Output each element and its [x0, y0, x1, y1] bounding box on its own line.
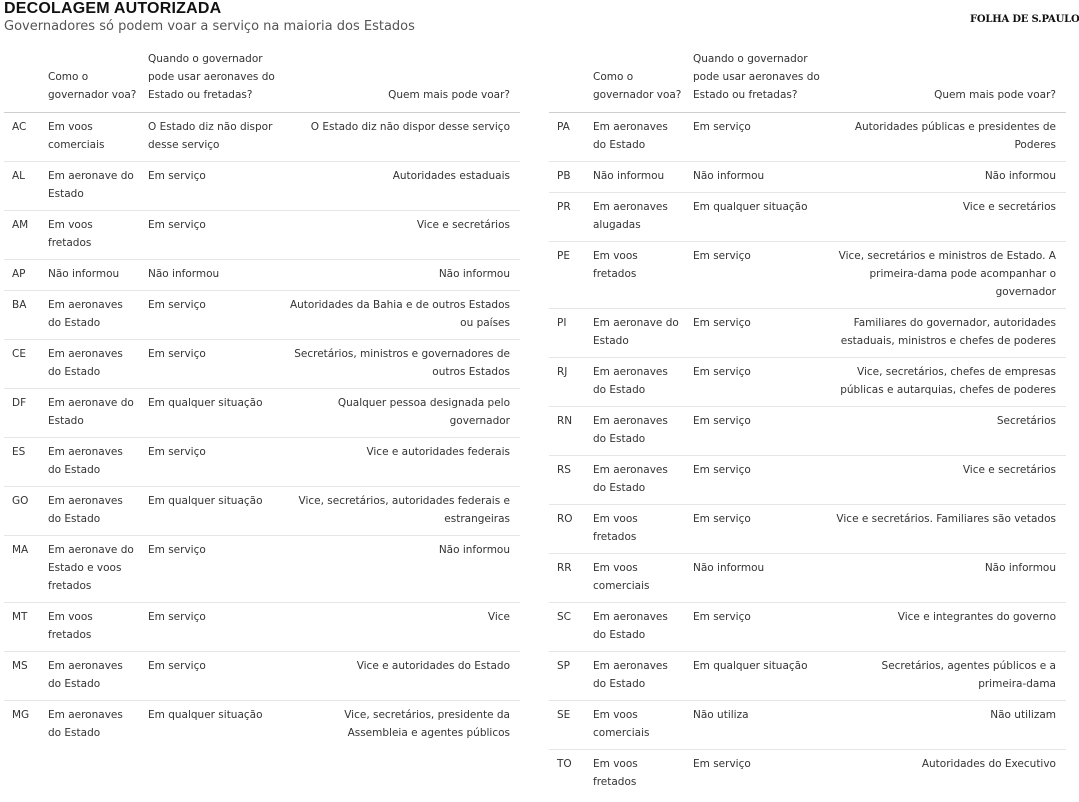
how-cell: Em aeronaves do Estado — [48, 487, 148, 536]
how-cell: Em aeronaves do Estado — [48, 652, 148, 701]
when-cell: Em qualquer situação — [148, 701, 288, 750]
table-row — [4, 340, 520, 389]
state-code: BA — [4, 291, 48, 340]
column-header-uf — [4, 50, 48, 113]
when-cell: O Estado diz não dispor desse serviço — [148, 113, 288, 162]
state-code: MA — [4, 536, 48, 603]
column-header-who: Quem mais pode voar? — [934, 89, 1056, 101]
state-code: CE — [4, 340, 48, 389]
table-header-row — [549, 50, 1066, 113]
state-code: AL — [4, 162, 48, 211]
who-cell: Não informou — [833, 162, 1066, 193]
table-row — [4, 701, 520, 750]
states-table-right — [549, 50, 1066, 798]
state-code: PA — [549, 113, 593, 162]
how-cell: Em voos fretados — [593, 750, 693, 799]
when-cell: Em serviço — [148, 536, 288, 603]
table-header-row — [4, 50, 520, 113]
state-code: PE — [549, 242, 593, 309]
column-header-when: Quando o governador pode usar aeronaves do Estado ou fretadas? — [148, 53, 275, 101]
table-row — [549, 456, 1066, 505]
column-header-how: Como o governador voa? — [593, 71, 682, 101]
table-row — [4, 211, 520, 260]
how-cell: Em aeronaves do Estado — [48, 291, 148, 340]
when-cell: Não informou — [148, 260, 288, 291]
state-code: AM — [4, 211, 48, 260]
table-row — [549, 193, 1066, 242]
when-cell: Em serviço — [148, 438, 288, 487]
who-cell: Não informou — [288, 260, 520, 291]
how-cell: Em aeronaves do Estado — [593, 603, 693, 652]
who-cell: Vice e integrantes do governo — [833, 603, 1066, 652]
table-row — [549, 554, 1066, 603]
when-cell: Em qualquer situação — [148, 389, 288, 438]
how-cell: Não informou — [48, 260, 148, 291]
who-cell: Autoridades estaduais — [288, 162, 520, 211]
who-cell: Vice e secretários — [833, 456, 1066, 505]
state-code: TO — [549, 750, 593, 799]
table-row — [4, 162, 520, 211]
who-cell: Vice, secretários, autoridades federais e estrangeiras — [288, 487, 520, 536]
how-cell: Em aeronave do Estado — [48, 162, 148, 211]
when-cell: Em serviço — [148, 291, 288, 340]
table-row — [549, 701, 1066, 750]
table-row — [549, 358, 1066, 407]
table-row — [4, 291, 520, 340]
table-row — [549, 242, 1066, 309]
page-subtitle: Governadores só podem voar a serviço na maioria dos Estados — [4, 19, 415, 34]
how-cell: Em voos comerciais — [593, 701, 693, 750]
column-header-when: Quando o governador pode usar aeronaves do Estado ou fretadas? — [693, 53, 820, 101]
how-cell: Em aeronave do Estado — [48, 389, 148, 438]
when-cell: Em serviço — [693, 113, 833, 162]
when-cell: Em serviço — [148, 162, 288, 211]
table-row — [549, 505, 1066, 554]
who-cell: Autoridades da Bahia e de outros Estados ou países — [288, 291, 520, 340]
how-cell: Em aeronaves do Estado — [48, 340, 148, 389]
when-cell: Em serviço — [693, 407, 833, 456]
who-cell: Vice — [288, 603, 520, 652]
state-code: GO — [4, 487, 48, 536]
table-row — [4, 438, 520, 487]
who-cell: Não informou — [833, 554, 1066, 603]
table-row — [4, 487, 520, 536]
column-header-uf — [549, 50, 593, 113]
who-cell: Secretários — [833, 407, 1066, 456]
table-row — [549, 750, 1066, 799]
when-cell: Em serviço — [148, 603, 288, 652]
table-row — [549, 603, 1066, 652]
state-code: DF — [4, 389, 48, 438]
state-code: PI — [549, 309, 593, 358]
column-header-how: Como o governador voa? — [48, 71, 137, 101]
state-code: MT — [4, 603, 48, 652]
who-cell: Vice e autoridades federais — [288, 438, 520, 487]
column-header-who: Quem mais pode voar? — [388, 89, 510, 101]
when-cell: Não informou — [693, 162, 833, 193]
how-cell: Em voos fretados — [593, 242, 693, 309]
how-cell: Em voos comerciais — [48, 113, 148, 162]
table-row — [4, 652, 520, 701]
how-cell: Em aeronaves alugadas — [593, 193, 693, 242]
how-cell: Não informou — [593, 162, 693, 193]
table-row — [4, 113, 520, 162]
state-code: PB — [549, 162, 593, 193]
when-cell: Em serviço — [693, 603, 833, 652]
how-cell: Em aeronaves do Estado — [48, 438, 148, 487]
publisher-logo: FOLHA DE S.PAULO — [970, 14, 1079, 25]
when-cell: Em serviço — [693, 505, 833, 554]
state-code: SP — [549, 652, 593, 701]
table-row — [549, 407, 1066, 456]
how-cell: Em voos fretados — [593, 505, 693, 554]
who-cell: Não utilizam — [833, 701, 1066, 750]
when-cell: Em serviço — [693, 456, 833, 505]
who-cell: Vice e secretários — [288, 211, 520, 260]
state-code: RS — [549, 456, 593, 505]
how-cell: Em aeronaves do Estado — [593, 456, 693, 505]
table-row — [4, 603, 520, 652]
state-code: RJ — [549, 358, 593, 407]
who-cell: Qualquer pessoa designada pelo governador — [288, 389, 520, 438]
who-cell: Vice e autoridades do Estado — [288, 652, 520, 701]
state-code: RO — [549, 505, 593, 554]
table-row — [4, 260, 520, 291]
who-cell: Secretários, ministros e governadores de outros Estados — [288, 340, 520, 389]
how-cell: Em voos comerciais — [593, 554, 693, 603]
who-cell: Vice, secretários e ministros de Estado. A primeira-dama pode acompanhar o governador — [833, 242, 1066, 309]
who-cell: Não informou — [288, 536, 520, 603]
state-code: AC — [4, 113, 48, 162]
state-code: AP — [4, 260, 48, 291]
when-cell: Em qualquer situação — [693, 193, 833, 242]
who-cell: Familiares do governador, autoridades estaduais, ministros e chefes de poderes — [833, 309, 1066, 358]
how-cell: Em aeronaves do Estado — [593, 113, 693, 162]
how-cell: Em aeronaves do Estado — [593, 407, 693, 456]
table-row — [4, 536, 520, 603]
who-cell: Autoridades do Executivo — [833, 750, 1066, 799]
how-cell: Em aeronaves do Estado — [593, 358, 693, 407]
who-cell: O Estado diz não dispor desse serviço — [288, 113, 520, 162]
how-cell: Em aeronave do Estado e voos fretados — [48, 536, 148, 603]
when-cell: Em serviço — [148, 340, 288, 389]
page-title: DECOLAGEM AUTORIZADA — [4, 0, 222, 17]
how-cell: Em voos fretados — [48, 211, 148, 260]
when-cell: Em serviço — [693, 750, 833, 799]
when-cell: Em serviço — [693, 358, 833, 407]
table-row — [549, 309, 1066, 358]
when-cell: Em serviço — [693, 309, 833, 358]
state-code: MG — [4, 701, 48, 750]
table-row — [549, 113, 1066, 162]
state-code: ES — [4, 438, 48, 487]
when-cell: Não informou — [693, 554, 833, 603]
state-code: MS — [4, 652, 48, 701]
who-cell: Secretários, agentes públicos e a primeira-dama — [833, 652, 1066, 701]
who-cell: Vice, secretários, chefes de empresas públicas e autarquias, chefes de poderes — [833, 358, 1066, 407]
who-cell: Autoridades públicas e presidentes de Poderes — [833, 113, 1066, 162]
state-code: SC — [549, 603, 593, 652]
state-code: RN — [549, 407, 593, 456]
table-row — [549, 162, 1066, 193]
when-cell: Em serviço — [148, 652, 288, 701]
who-cell: Vice, secretários, presidente da Assembleia e agentes públicos — [288, 701, 520, 750]
state-code: RR — [549, 554, 593, 603]
state-code: SE — [549, 701, 593, 750]
how-cell: Em aeronaves do Estado — [593, 652, 693, 701]
who-cell: Vice e secretários. Familiares são vetados — [833, 505, 1066, 554]
states-table-left — [4, 50, 520, 749]
when-cell: Em serviço — [693, 242, 833, 309]
state-code: PR — [549, 193, 593, 242]
when-cell: Em qualquer situação — [693, 652, 833, 701]
table-row — [549, 652, 1066, 701]
when-cell: Em qualquer situação — [148, 487, 288, 536]
how-cell: Em voos fretados — [48, 603, 148, 652]
when-cell: Não utiliza — [693, 701, 833, 750]
who-cell: Vice e secretários — [833, 193, 1066, 242]
when-cell: Em serviço — [148, 211, 288, 260]
how-cell: Em aeronaves do Estado — [48, 701, 148, 750]
table-row — [4, 389, 520, 438]
how-cell: Em aeronave do Estado — [593, 309, 693, 358]
